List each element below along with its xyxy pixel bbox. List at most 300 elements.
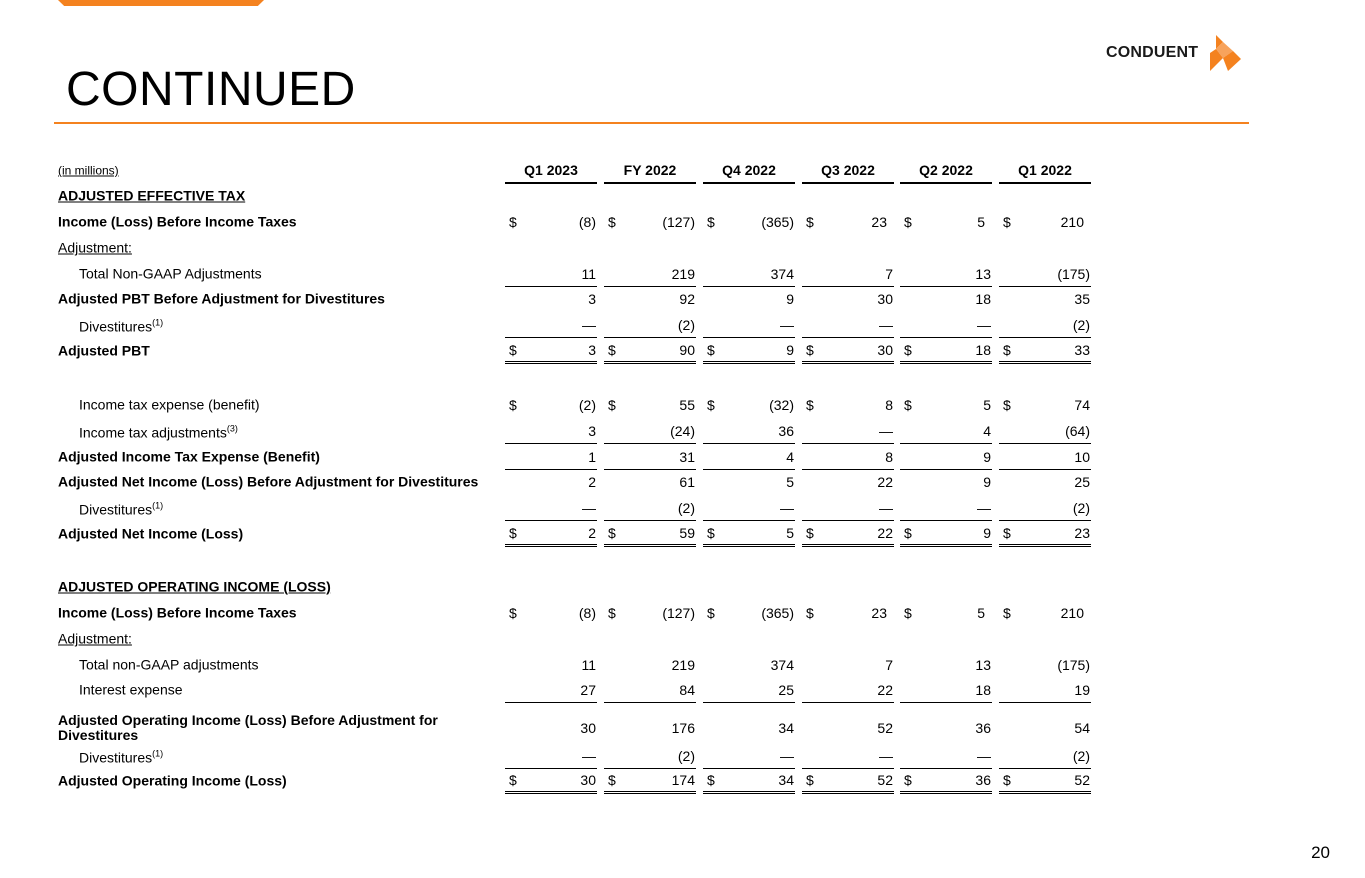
table-row (58, 521, 1098, 547)
currency-symbol: $ (509, 524, 517, 541)
value-cell (505, 418, 597, 444)
value-cell (900, 209, 992, 235)
value-cell (999, 392, 1091, 418)
value-cell (900, 495, 992, 521)
cell-value: 5 (786, 524, 794, 541)
table-row (58, 626, 1098, 652)
value-cell (802, 418, 894, 444)
currency-symbol: $ (806, 771, 814, 788)
cell-value: 22 (877, 681, 893, 698)
currency-symbol: $ (806, 605, 814, 621)
cell-value: (8) (578, 214, 596, 230)
cell-value: 219 (671, 265, 695, 282)
cell-value: 18 (975, 291, 991, 307)
cell-value: 25 (778, 681, 794, 698)
row-label: Adjusted PBT (58, 342, 150, 359)
currency-symbol: $ (1003, 214, 1011, 230)
value-cell (703, 444, 795, 470)
value-cell (604, 768, 696, 794)
cell-value: 30 (877, 341, 893, 358)
currency-symbol: $ (707, 605, 715, 621)
currency-symbol: $ (904, 397, 912, 413)
value-cell (802, 652, 894, 678)
currency-symbol: $ (608, 524, 616, 541)
header-row (58, 158, 1098, 184)
value-cell (900, 743, 992, 769)
value-cell (703, 209, 795, 235)
cell-value: (2) (1072, 747, 1090, 764)
cell-value: 61 (679, 474, 695, 490)
cell-value: 7 (885, 657, 893, 673)
cell-value: 31 (679, 448, 695, 465)
value-cell (802, 286, 894, 312)
value-cell (505, 444, 597, 470)
cell-value: 219 (671, 657, 695, 673)
cell-value: 22 (877, 524, 893, 541)
currency-symbol: $ (806, 524, 814, 541)
value-cell (999, 338, 1091, 364)
cell-value: (2) (1072, 316, 1090, 333)
cell-value: 27 (580, 681, 596, 698)
value-cell (604, 392, 696, 418)
table-row (58, 743, 1098, 769)
cell-value: 90 (679, 341, 695, 358)
value-cell (604, 469, 696, 495)
cell-value: — (582, 747, 596, 764)
cell-value: 9 (983, 474, 991, 490)
value-cell (604, 495, 696, 521)
cell-value: 33 (1074, 341, 1090, 358)
cell-value: 22 (877, 474, 893, 490)
value-cell (604, 677, 696, 703)
cell-value: 36 (975, 771, 991, 788)
cell-value: (64) (1065, 422, 1090, 439)
value-cell (604, 600, 696, 626)
col-header: Q1 2022 (999, 158, 1091, 184)
cell-value: 10 (1074, 448, 1090, 465)
cell-value: 7 (885, 265, 893, 282)
value-cell (703, 652, 795, 678)
table-row (58, 768, 1098, 794)
cell-value: (365) (761, 605, 794, 621)
cell-value: 30 (580, 771, 596, 788)
cell-value: 23 (871, 214, 887, 230)
value-cell (999, 261, 1091, 287)
table-row (58, 392, 1098, 418)
value-cell (802, 312, 894, 338)
value-cell (703, 768, 795, 794)
currency-symbol: $ (707, 771, 715, 788)
value-cell (900, 600, 992, 626)
table-row (58, 286, 1098, 312)
footnote-marker: (1) (152, 317, 164, 328)
table-row (58, 600, 1098, 626)
value-cell (505, 286, 597, 312)
value-cell (802, 715, 894, 741)
cell-value: — (977, 747, 991, 764)
value-cell (505, 600, 597, 626)
table-row (58, 574, 1098, 600)
value-cell (703, 261, 795, 287)
cell-value: — (977, 499, 991, 516)
currency-symbol: $ (509, 605, 517, 621)
row-label: Divestitures$^{(1)}$ (79, 317, 164, 335)
row-label: ADJUSTED OPERATING INCOME (LOSS) (58, 578, 331, 595)
table-row (58, 209, 1098, 235)
cell-value: 174 (671, 771, 695, 788)
cell-value: 5 (977, 605, 985, 621)
value-cell (703, 600, 795, 626)
currency-symbol: $ (509, 214, 517, 230)
value-cell (703, 715, 795, 741)
currency-symbol: $ (806, 397, 814, 413)
value-cell (505, 469, 597, 495)
cell-value: 25 (1074, 474, 1090, 490)
cell-value: 84 (679, 681, 695, 698)
row-label: Adjustment: (58, 239, 132, 256)
cell-value: 4 (786, 448, 794, 465)
cell-value: (127) (662, 605, 695, 621)
cell-value: 34 (778, 720, 794, 736)
title-divider (54, 122, 1249, 124)
currency-symbol: $ (608, 214, 616, 230)
table-row (58, 469, 1098, 495)
row-label: Adjusted Operating Income (Loss) (58, 772, 287, 789)
cell-value: (175) (1057, 657, 1090, 673)
table-row (58, 495, 1098, 521)
value-cell (802, 495, 894, 521)
value-cell (900, 768, 992, 794)
cell-value: 92 (679, 291, 695, 307)
cell-value: (2) (1072, 499, 1090, 516)
cell-value: 2 (588, 524, 596, 541)
value-cell (900, 286, 992, 312)
cell-value: 374 (770, 657, 794, 673)
cell-value: 11 (581, 657, 596, 673)
value-cell (505, 677, 597, 703)
cell-value: 3 (588, 341, 596, 358)
cell-value: 9 (786, 291, 794, 307)
cell-value: 54 (1074, 720, 1090, 736)
value-cell (505, 261, 597, 287)
col-header: Q4 2022 (703, 158, 795, 184)
currency-symbol: $ (904, 341, 912, 358)
cell-value: — (879, 316, 893, 333)
currency-symbol: $ (1003, 605, 1011, 621)
value-cell (703, 495, 795, 521)
row-label: Total Non-GAAP Adjustments (79, 265, 262, 282)
currency-symbol: $ (904, 524, 912, 541)
value-cell (999, 418, 1091, 444)
footnote-marker: (1) (152, 500, 164, 511)
page-number: 20 (1311, 843, 1330, 862)
value-cell (604, 312, 696, 338)
value-cell (703, 743, 795, 769)
row-label: Income (Loss) Before Income Taxes (58, 604, 297, 621)
conduent-mark-icon (1204, 34, 1242, 72)
cell-value: — (879, 422, 893, 439)
cell-value: (175) (1057, 265, 1090, 282)
cell-value: 35 (1074, 291, 1090, 307)
value-cell (900, 418, 992, 444)
cell-value: 74 (1074, 397, 1090, 413)
value-cell (802, 469, 894, 495)
value-cell (999, 652, 1091, 678)
row-label: Income (Loss) Before Income Taxes (58, 213, 297, 230)
value-cell (703, 677, 795, 703)
table-row (58, 261, 1098, 287)
currency-symbol: $ (904, 771, 912, 788)
cell-value: — (582, 316, 596, 333)
value-cell (999, 495, 1091, 521)
row-label: Adjustment: (58, 630, 132, 647)
value-cell (604, 418, 696, 444)
value-cell (703, 521, 795, 547)
col-header: Q3 2022 (802, 158, 894, 184)
cell-value: 4 (983, 422, 991, 439)
cell-value: 210 (1060, 605, 1084, 621)
value-cell (900, 261, 992, 287)
value-cell (505, 743, 597, 769)
cell-value: — (879, 499, 893, 516)
value-cell (505, 652, 597, 678)
currency-symbol: $ (707, 341, 715, 358)
table-row (58, 418, 1098, 444)
value-cell (999, 743, 1091, 769)
currency-symbol: $ (904, 605, 912, 621)
value-cell (802, 600, 894, 626)
cell-value: (2) (677, 499, 695, 516)
value-cell (604, 743, 696, 769)
currency-symbol: $ (806, 341, 814, 358)
value-cell (900, 338, 992, 364)
cell-value: 52 (877, 720, 893, 736)
cell-value: (127) (662, 214, 695, 230)
value-cell (900, 392, 992, 418)
value-cell (604, 209, 696, 235)
row-label: Total non-GAAP adjustments (79, 656, 259, 673)
cell-value: 8 (885, 448, 893, 465)
col-header: Q1 2023 (505, 158, 597, 184)
table-row (58, 444, 1098, 470)
cell-value: (32) (769, 397, 794, 413)
value-cell (604, 338, 696, 364)
cell-value: (8) (578, 605, 596, 621)
value-cell (999, 677, 1091, 703)
cell-value: — (780, 747, 794, 764)
cell-value: 55 (679, 397, 695, 413)
conduent-logo (1106, 34, 1242, 72)
value-cell (802, 209, 894, 235)
value-cell (802, 521, 894, 547)
cell-value: 36 (975, 720, 991, 736)
cell-value: — (977, 316, 991, 333)
currency-symbol: $ (608, 397, 616, 413)
cell-value: (24) (670, 422, 695, 439)
value-cell (999, 312, 1091, 338)
cell-value: 18 (975, 341, 991, 358)
cell-value: 9 (983, 524, 991, 541)
col-header: FY 2022 (604, 158, 696, 184)
cell-value: 52 (1074, 771, 1090, 788)
cell-value: 18 (975, 681, 991, 698)
value-cell (505, 392, 597, 418)
table-row (58, 312, 1098, 338)
value-cell (999, 715, 1091, 741)
row-label: Adjusted Net Income (Loss) Before Adjustment for Divestitures (58, 473, 479, 490)
value-cell (999, 768, 1091, 794)
currency-symbol: $ (509, 397, 517, 413)
logo-wordmark: CONDUENT (1106, 44, 1199, 61)
cell-value: — (780, 316, 794, 333)
row-label: Adjusted Income Tax Expense (Benefit) (58, 448, 320, 465)
cell-value: — (582, 499, 596, 516)
value-cell (703, 418, 795, 444)
cell-value: 23 (1074, 524, 1090, 541)
cell-value: (2) (677, 316, 695, 333)
cell-value: 30 (877, 291, 893, 307)
row-label: Income tax expense (benefit) (79, 396, 260, 413)
cell-value: 5 (786, 474, 794, 490)
value-cell (900, 652, 992, 678)
col-header: Q2 2022 (900, 158, 992, 184)
cell-value: — (780, 499, 794, 516)
currency-symbol: $ (509, 771, 517, 788)
row-label: Interest expense (79, 681, 183, 698)
value-cell (900, 521, 992, 547)
value-cell (802, 338, 894, 364)
value-cell (505, 338, 597, 364)
cell-value: 36 (778, 422, 794, 439)
cell-value: 3 (588, 422, 596, 439)
value-cell (900, 312, 992, 338)
value-cell (900, 469, 992, 495)
cell-value: (2) (578, 397, 596, 413)
currency-symbol: $ (1003, 341, 1011, 358)
cell-value: 9 (983, 448, 991, 465)
value-cell (999, 600, 1091, 626)
cell-value: 176 (671, 720, 695, 736)
currency-symbol: $ (509, 341, 517, 358)
currency-symbol: $ (707, 397, 715, 413)
value-cell (505, 209, 597, 235)
footnote-marker: (3) (226, 423, 238, 434)
row-label: ADJUSTED EFFECTIVE TAX (58, 187, 246, 204)
value-cell (999, 444, 1091, 470)
value-cell (802, 261, 894, 287)
top-accent-tab (58, 0, 264, 6)
currency-symbol: $ (806, 214, 814, 230)
value-cell (802, 768, 894, 794)
cell-value: 210 (1060, 214, 1084, 230)
value-cell (604, 521, 696, 547)
currency-symbol: $ (904, 214, 912, 230)
row-label: Divestitures$^{(1)}$ (79, 748, 164, 766)
slide-title: CONTINUED (66, 63, 356, 116)
row-label: Adjusted PBT Before Adjustment for Divestitures (58, 290, 385, 307)
cell-value: 374 (770, 265, 794, 282)
cell-value: 59 (679, 524, 695, 541)
value-cell (703, 469, 795, 495)
value-cell (900, 444, 992, 470)
value-cell (999, 286, 1091, 312)
cell-value: 3 (588, 291, 596, 307)
table-row (58, 652, 1098, 678)
value-cell (999, 209, 1091, 235)
cell-value: 30 (580, 720, 596, 736)
value-cell (505, 495, 597, 521)
value-cell (505, 312, 597, 338)
cell-value: 9 (786, 341, 794, 358)
value-cell (604, 444, 696, 470)
currency-symbol: $ (1003, 771, 1011, 788)
currency-symbol: $ (707, 214, 715, 230)
currency-symbol: $ (1003, 524, 1011, 541)
cell-value: 34 (778, 771, 794, 788)
cell-value: 11 (581, 265, 596, 282)
cell-value: 1 (588, 448, 596, 465)
value-cell (703, 286, 795, 312)
value-cell (604, 715, 696, 741)
units-label: (in millions) (58, 163, 119, 178)
value-cell (900, 677, 992, 703)
currency-symbol: $ (707, 524, 715, 541)
footnote-marker: (1) (152, 748, 164, 759)
cell-value: 52 (877, 771, 893, 788)
cell-value: 13 (975, 265, 991, 282)
row-label: Income tax adjustments$^{(3)}$ (79, 423, 238, 441)
value-cell (703, 392, 795, 418)
table-row (58, 677, 1098, 703)
cell-value: 2 (588, 474, 596, 490)
cell-value: 19 (1074, 681, 1090, 698)
cell-value: 13 (975, 657, 991, 673)
value-cell (703, 312, 795, 338)
value-cell (999, 469, 1091, 495)
currency-symbol: $ (608, 771, 616, 788)
value-cell (604, 286, 696, 312)
value-cell (703, 338, 795, 364)
currency-symbol: $ (1003, 397, 1011, 413)
value-cell (505, 768, 597, 794)
value-cell (802, 392, 894, 418)
cell-value: — (879, 747, 893, 764)
value-cell (999, 521, 1091, 547)
value-cell (900, 715, 992, 741)
table-row (58, 235, 1098, 261)
cell-value: (2) (677, 747, 695, 764)
value-cell (802, 677, 894, 703)
cell-value: 8 (885, 397, 893, 413)
cell-value: (365) (761, 214, 794, 230)
row-label: Divestitures$^{(1)}$ (79, 500, 164, 518)
table-row (58, 183, 1098, 209)
cell-value: 5 (977, 214, 985, 230)
cell-value: 23 (871, 605, 887, 621)
value-cell (505, 521, 597, 547)
cell-value: 5 (983, 397, 991, 413)
value-cell (802, 743, 894, 769)
table-row (58, 338, 1098, 364)
row-label: Adjusted Net Income (Loss) (58, 525, 244, 542)
value-cell (604, 652, 696, 678)
table-row (58, 712, 1098, 743)
value-cell (802, 444, 894, 470)
value-cell (505, 715, 597, 741)
currency-symbol: $ (608, 605, 616, 621)
value-cell (604, 261, 696, 287)
currency-symbol: $ (608, 341, 616, 358)
